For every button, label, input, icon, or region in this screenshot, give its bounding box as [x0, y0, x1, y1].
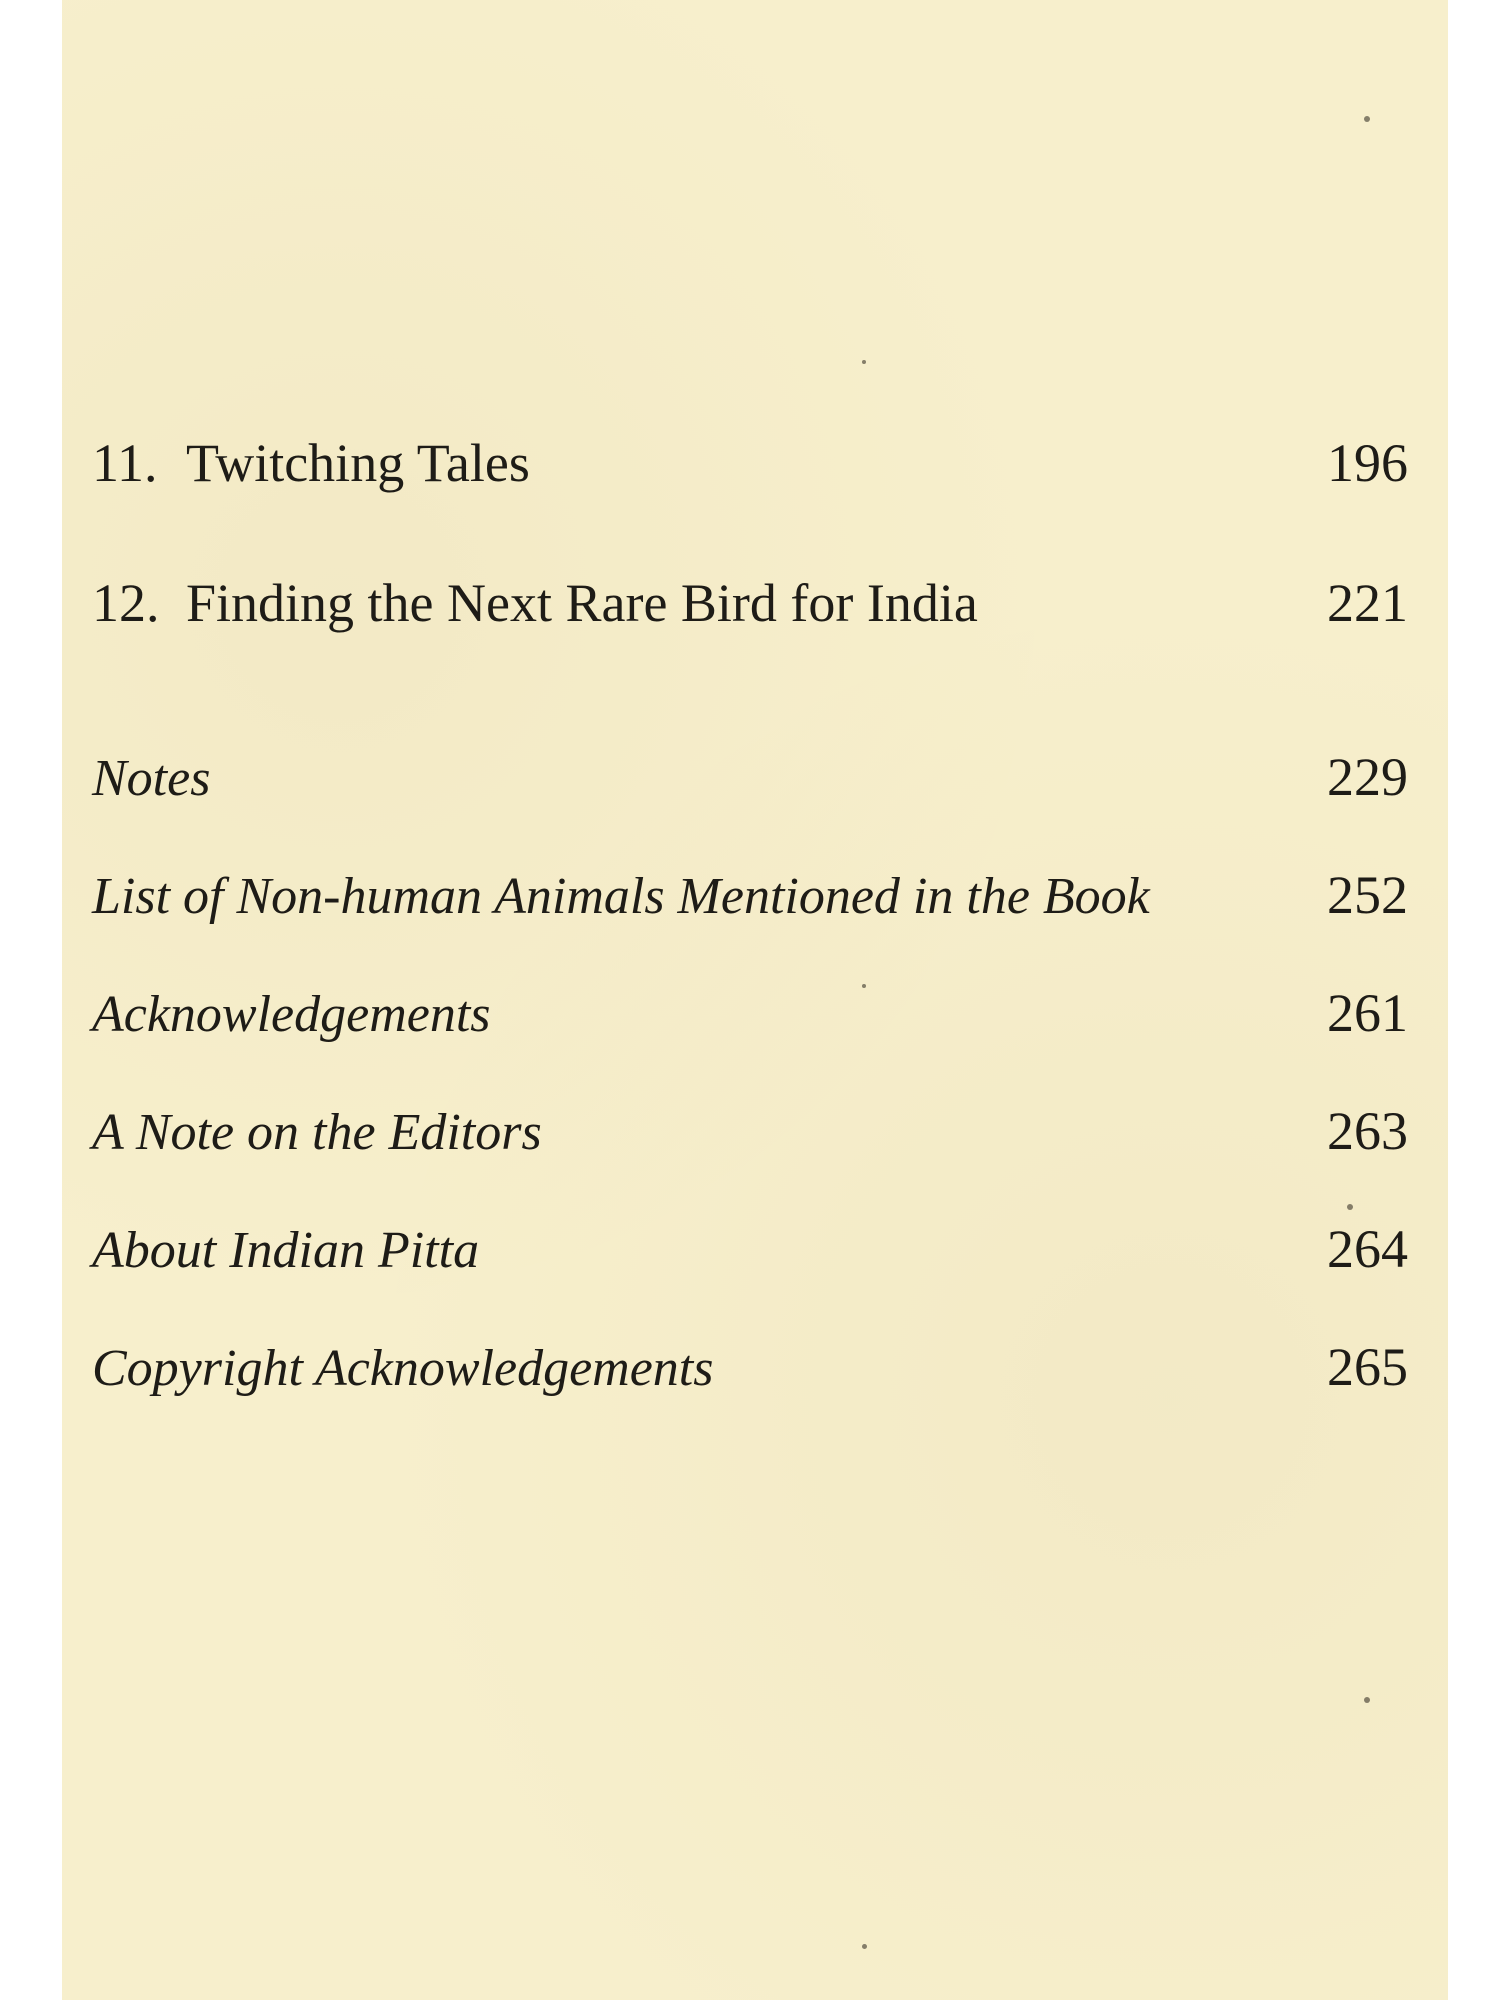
back-matter-title: About Indian Pitta: [92, 1222, 480, 1279]
page-number: 221: [1327, 573, 1408, 633]
toc-entry-note-on-editors[interactable]: [92, 1100, 1408, 1162]
back-matter-title: Notes: [92, 750, 211, 807]
back-matter-title: Acknowledgements: [92, 986, 491, 1043]
toc-entry-copyright-acknowledgements[interactable]: [92, 1336, 1408, 1398]
page-number: 264: [1327, 1219, 1408, 1279]
toc-entry-title-group: [92, 572, 978, 634]
page-number: 261: [1327, 983, 1408, 1043]
toc-entry-acknowledgements[interactable]: [92, 982, 1408, 1044]
page-number: 229: [1327, 747, 1408, 807]
page-number: 252: [1327, 865, 1408, 925]
toc-entry-list-of-animals[interactable]: [92, 864, 1408, 926]
chapter-title: Finding the Next Rare Bird for India: [186, 573, 978, 633]
back-matter-title: Copyright Acknowledgements: [92, 1340, 714, 1397]
paper-speck: [862, 360, 866, 364]
back-matter-title: List of Non-human Animals Mentioned in the Book: [92, 868, 1150, 925]
paper-speck: [1364, 1697, 1370, 1703]
paper-speck: [862, 1944, 867, 1949]
page-number: 263: [1327, 1101, 1408, 1161]
paper-speck: [1347, 1204, 1353, 1210]
toc-entry-chapter-11[interactable]: [92, 432, 1408, 494]
page-number: 265: [1327, 1337, 1408, 1397]
chapter-number: 11.: [92, 433, 158, 493]
book-page: [62, 0, 1448, 2000]
chapter-number: 12.: [92, 573, 160, 633]
toc-entry-title-group: [92, 432, 530, 494]
page-number: 196: [1327, 433, 1408, 493]
toc-entry-notes[interactable]: [92, 746, 1408, 808]
chapter-title: Twitching Tales: [186, 433, 530, 493]
toc-entry-chapter-12[interactable]: [92, 572, 1408, 634]
toc-entry-about-indian-pitta[interactable]: [92, 1218, 1408, 1280]
back-matter-title: A Note on the Editors: [92, 1104, 542, 1161]
paper-speck: [1364, 116, 1370, 122]
